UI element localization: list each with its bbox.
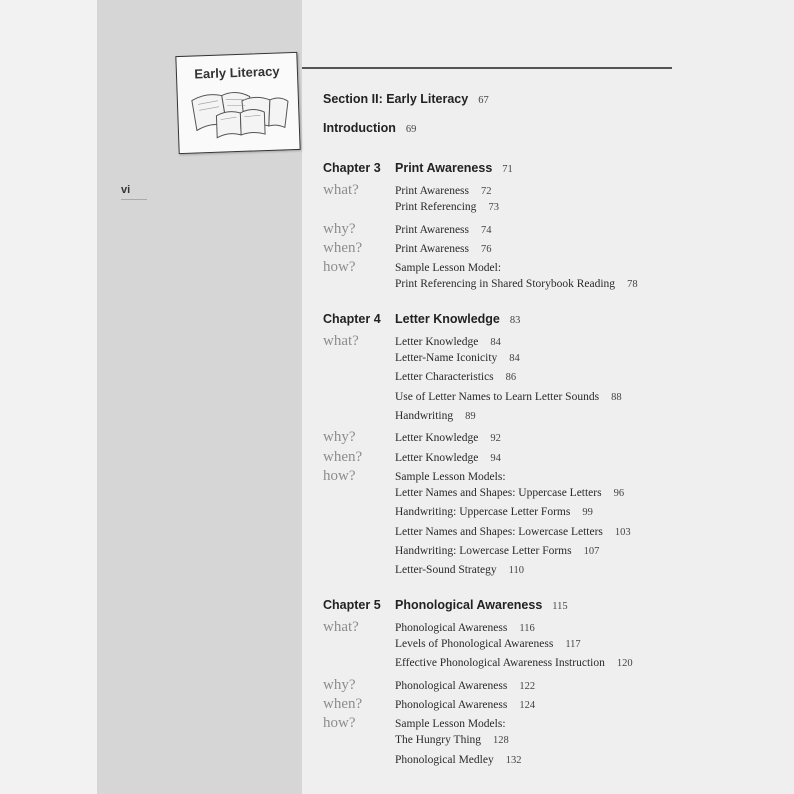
toc-entry-page: 86 xyxy=(505,372,517,384)
toc-entry-page: 124 xyxy=(519,699,536,711)
toc-entry xyxy=(395,734,509,746)
toc-entry-title: Print Awareness xyxy=(395,242,470,255)
toc-entry-page: 117 xyxy=(565,638,581,650)
toc-row xyxy=(323,221,673,240)
open-books-icon xyxy=(185,83,291,143)
toc-entry xyxy=(395,545,599,557)
toc-entry-page: 128 xyxy=(493,735,509,747)
toc-entry-page: 96 xyxy=(613,488,625,500)
toc-entry xyxy=(395,201,499,213)
toc-entry-title: Print Awareness xyxy=(395,185,470,197)
question-label: how? xyxy=(323,259,356,276)
toc-entry xyxy=(395,487,624,499)
toc-entry-page: 73 xyxy=(488,202,499,214)
toc-row xyxy=(323,506,673,525)
toc-row xyxy=(323,677,673,696)
toc-row xyxy=(323,468,673,487)
toc-entry-title: Print Referencing in Shared Storybook Reading xyxy=(395,278,616,291)
toc-row xyxy=(323,526,673,545)
toc-entry-title: Letter Names and Shapes: Uppercase Letters xyxy=(395,487,602,500)
table-of-contents xyxy=(323,92,673,773)
toc-row xyxy=(323,352,673,371)
section-page: 67 xyxy=(478,95,489,106)
toc-row xyxy=(323,201,673,220)
toc-row xyxy=(323,564,673,583)
toc-entry-page: 116 xyxy=(519,622,535,634)
question-label: why? xyxy=(323,429,356,446)
section-heading xyxy=(323,92,673,119)
toc-entry-page: 99 xyxy=(582,507,593,519)
question-label: when? xyxy=(323,448,363,465)
toc-entry-page: 72 xyxy=(481,186,492,197)
toc-entry-title: Letter Names and Shapes: Lowercase Letters xyxy=(395,525,603,538)
toc-entry-title: Letter-Sound Strategy xyxy=(395,564,497,577)
toc-entry-page: 92 xyxy=(490,433,501,445)
toc-entry-title: Print Referencing xyxy=(395,201,477,214)
toc-entry-page: 103 xyxy=(614,526,631,538)
question-label: how? xyxy=(323,715,356,732)
toc-row xyxy=(323,734,673,753)
chapter-3 xyxy=(323,161,673,298)
toc-row xyxy=(323,371,673,390)
question-label: why? xyxy=(323,220,356,237)
toc-entry-title: Sample Lesson Models: xyxy=(395,718,506,731)
toc-row xyxy=(323,259,673,278)
introduction-heading xyxy=(323,121,673,161)
toc-entry xyxy=(395,278,638,290)
introduction-page: 69 xyxy=(405,124,417,135)
toc-entry-title: The Hungry Thing xyxy=(395,734,482,747)
toc-row xyxy=(323,487,673,506)
toc-entry-title: Print Awareness xyxy=(395,223,470,236)
toc-entry-title: Letter-Name Iconicity xyxy=(395,352,498,365)
toc-entry xyxy=(395,471,506,483)
toc-entry xyxy=(395,526,631,538)
toc-entry-page: 84 xyxy=(490,336,501,348)
toc-row xyxy=(323,545,673,564)
chapter-page: 71 xyxy=(502,164,513,175)
toc-entry-title: Phonological Medley xyxy=(395,753,494,766)
chapter-list xyxy=(323,161,673,773)
toc-entry-title: Sample Lesson Model: xyxy=(395,262,502,275)
toc-entry xyxy=(395,452,501,464)
toc-entry-title: Sample Lesson Models: xyxy=(395,470,506,483)
toc-entry-page: 132 xyxy=(505,754,522,766)
toc-entry xyxy=(395,391,622,403)
toc-entry xyxy=(395,506,593,518)
toc-row xyxy=(323,619,673,638)
question-label: when? xyxy=(323,239,363,256)
toc-entry-title: Letter Knowledge xyxy=(395,335,479,348)
page-margin xyxy=(0,0,97,794)
toc-row xyxy=(323,754,673,773)
chapter-heading xyxy=(323,312,673,333)
toc-entry-title: Phonological Awareness xyxy=(395,621,508,634)
toc-entry-page: 94 xyxy=(490,452,501,464)
toc-row xyxy=(323,638,673,657)
toc-entry-title: Handwriting xyxy=(395,409,454,422)
section-title: Section II: Early Literacy xyxy=(323,92,469,106)
toc-row xyxy=(323,429,673,448)
toc-entry-title: Letter Knowledge xyxy=(395,432,479,445)
toc-entry xyxy=(395,699,535,711)
toc-entry-page: 76 xyxy=(481,243,492,255)
chapter-page: 83 xyxy=(509,314,521,326)
toc-entry xyxy=(395,410,476,422)
toc-entry-title: Letter Knowledge xyxy=(395,451,479,464)
question-label: what? xyxy=(323,332,359,349)
question-label: how? xyxy=(323,467,356,484)
chapter-heading xyxy=(323,598,673,619)
chapter-number: Chapter 4 xyxy=(323,311,381,326)
toc-row xyxy=(323,391,673,410)
toc-entry xyxy=(395,336,501,348)
toc-entry xyxy=(395,564,524,576)
toc-row xyxy=(323,182,673,201)
toc-entry-page: 74 xyxy=(481,224,492,236)
section-card xyxy=(175,52,300,154)
toc-entry-title: Phonological Awareness xyxy=(395,698,508,711)
toc-entry-page: 89 xyxy=(465,410,476,422)
toc-entry xyxy=(395,224,492,236)
question-label: what? xyxy=(323,182,359,198)
toc-row xyxy=(323,333,673,352)
toc-entry xyxy=(395,718,506,730)
chapter-5 xyxy=(323,598,673,773)
question-label: when? xyxy=(323,695,363,712)
chapter-number: Chapter 3 xyxy=(323,161,381,175)
toc-entry-page: 120 xyxy=(616,658,633,670)
toc-row xyxy=(323,657,673,676)
question-label: what? xyxy=(323,618,359,635)
question-label: why? xyxy=(323,676,356,693)
toc-entry xyxy=(395,432,501,444)
toc-row xyxy=(323,449,673,468)
toc-entry-page: 122 xyxy=(519,680,536,692)
toc-entry-page: 88 xyxy=(611,391,622,403)
toc-row xyxy=(323,410,673,429)
toc-entry xyxy=(395,185,492,197)
chapter-heading xyxy=(323,161,673,182)
toc-entry xyxy=(395,622,535,634)
section-card-title: Early Literacy xyxy=(194,63,280,82)
toc-entry xyxy=(395,754,521,766)
chapter-page: 115 xyxy=(552,600,568,612)
toc-entry-page: 107 xyxy=(583,546,600,558)
page-number: vi xyxy=(121,184,147,200)
toc-entry xyxy=(395,680,535,692)
toc-entry xyxy=(395,638,581,650)
chapter-number: Chapter 5 xyxy=(323,597,381,612)
toc-entry xyxy=(395,371,516,383)
toc-row xyxy=(323,696,673,715)
chapter-title: Print Awareness xyxy=(395,161,493,175)
toc-entry-title: Handwriting: Uppercase Letter Forms xyxy=(395,506,571,519)
toc-entry xyxy=(395,352,520,364)
toc-row xyxy=(323,715,673,734)
introduction-title: Introduction xyxy=(323,121,396,135)
toc-entry-title: Effective Phonological Awareness Instruction xyxy=(395,657,605,670)
toc-entry-title: Use of Letter Names to Learn Letter Sounds xyxy=(395,390,600,403)
chapter-title: Letter Knowledge xyxy=(395,311,500,326)
toc-entry-title: Letter Characteristics xyxy=(395,371,494,384)
toc-entry-page: 78 xyxy=(627,279,638,291)
toc-entry-page: 84 xyxy=(509,353,520,365)
toc-row xyxy=(323,240,673,259)
toc-entry-page: 110 xyxy=(508,565,525,577)
chapter-title: Phonological Awareness xyxy=(395,597,543,612)
toc-entry-title: Handwriting: Lowercase Letter Forms xyxy=(395,545,572,558)
toc-entry xyxy=(395,657,633,669)
toc-entry xyxy=(395,262,501,274)
chapter-4 xyxy=(323,312,673,584)
header-rule xyxy=(302,67,672,69)
toc-row xyxy=(323,278,673,297)
toc-entry-title: Phonological Awareness xyxy=(395,679,508,692)
toc-entry-title: Levels of Phonological Awareness xyxy=(395,637,554,650)
toc-entry xyxy=(395,243,492,255)
